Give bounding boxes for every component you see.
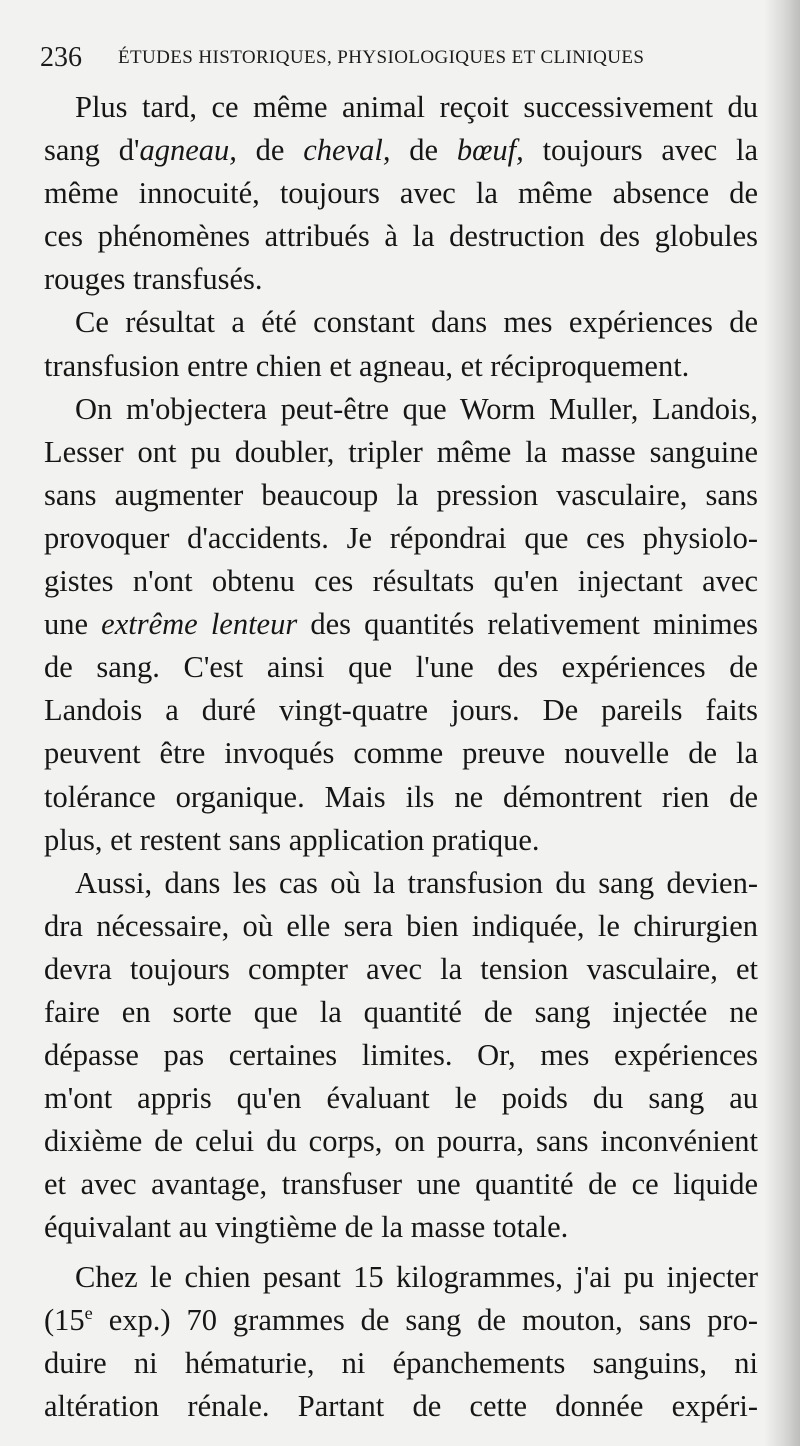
text-line: Lesser ont pu doubler, tripler même la masse sanguine (44, 434, 758, 469)
text-line: transfusion entre chien et agneau, et réciproquement. (44, 348, 690, 383)
body-text (44, 86, 758, 1428)
text-line: sang d'agneau, de cheval, de bœuf, toujours avec la (44, 133, 759, 168)
text-line: provoquer d'accidents. Je répondrai que ces physiolo- (44, 520, 758, 555)
text-line: gistes n'ont obtenu ces résultats qu'en injectant avec (44, 564, 758, 599)
text-line: m'ont appris qu'en évaluant le poids du sang au (44, 1081, 758, 1116)
text-line: Chez le chien pesant 15 kilogrammes, j'ai pu injecter (75, 1259, 758, 1294)
text-line: une extrême lenteur des quantités relativement minimes (44, 607, 758, 642)
text-line: Aussi, dans les cas où la transfusion du sang devien- (75, 865, 758, 900)
text-line: plus, et restent sans application pratique. (44, 822, 540, 857)
text-line: même innocuité, toujours avec la même absence de (44, 176, 758, 211)
text-line: (15e exp.) 70 grammes de sang de mouton, sans pro- (44, 1302, 758, 1337)
page-edge-shadow (764, 0, 800, 1446)
text-line: Plus tard, ce même animal reçoit successivement du (75, 90, 758, 124)
running-title: ÉTUDES HISTORIQUES, PHYSIOLOGIQUES ET CLINIQUES (118, 47, 645, 68)
text-line: peuvent être invoqués comme preuve nouvelle de la (44, 736, 758, 771)
text-line: dixième de celui du corps, on pourra, sans inconvénient (44, 1124, 758, 1159)
text-line: dra nécessaire, où elle sera bien indiquée, le chirurgien (44, 908, 758, 943)
text-line: duire ni hématurie, ni épanchements sanguins, ni (44, 1345, 758, 1380)
text-line: Landois a duré vingt-quatre jours. De pareils faits (44, 693, 758, 728)
text-line: ces phénomènes attribués à la destruction des globules (44, 219, 758, 254)
page-header (40, 40, 760, 76)
text-line: faire en sorte que la quantité de sang injectée ne (44, 994, 758, 1029)
text-line: tolérance organique. Mais ils ne démontrent rien de (44, 779, 758, 814)
text-line: sans augmenter beaucoup la pression vasculaire, sans (44, 477, 758, 512)
text-line: dépasse pas certaines limites. Or, mes expériences (44, 1038, 758, 1073)
text-line: équivalant au vingtième de la masse totale. (44, 1210, 569, 1245)
text-line: rouges transfusés. (44, 262, 263, 297)
text-line: et avec avantage, transfuser une quantité de ce liquide (44, 1167, 758, 1202)
text-line: On m'objectera peut-être que Worm Muller, Landois, (75, 391, 758, 426)
text-line: altération rénale. Partant de cette donnée expéri- (44, 1388, 758, 1423)
text-line: de sang. C'est ainsi que l'une des expériences de (44, 650, 758, 685)
text-line: devra toujours compter avec la tension vasculaire, et (44, 951, 758, 986)
page-number: 236 (40, 42, 82, 73)
text-line: Ce résultat a été constant dans mes expériences de (75, 305, 758, 340)
